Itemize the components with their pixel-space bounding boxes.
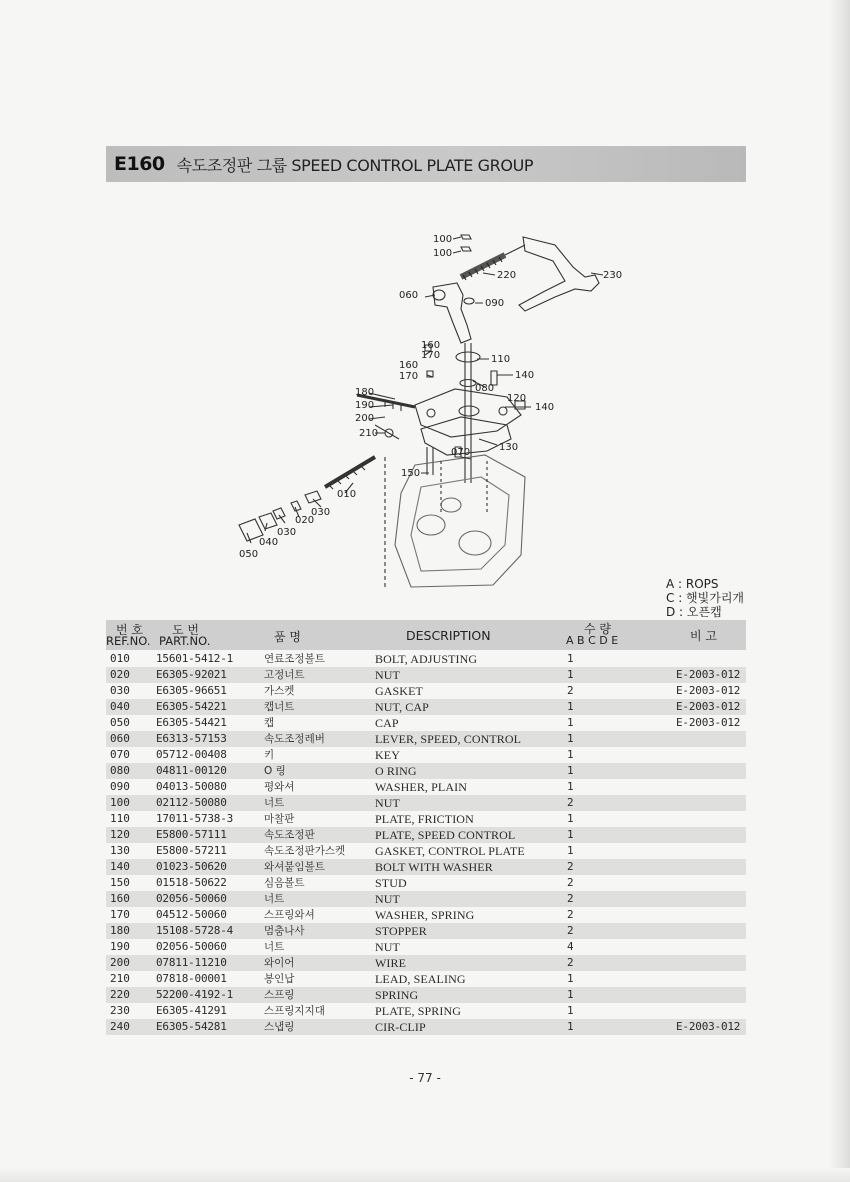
part-number-cell: 04811-00120 xyxy=(156,764,227,777)
description-cell: GASKET xyxy=(375,684,423,698)
description-cell: BOLT, ADJUSTING xyxy=(375,652,478,666)
callout-label: 120 xyxy=(507,393,527,404)
quantity-cell: 1 xyxy=(567,828,574,841)
korean-name-cell: 스프링지지대 xyxy=(264,1005,325,1017)
table-row xyxy=(106,907,746,923)
scan-edge-bottom xyxy=(0,1168,850,1182)
ref-cell: 190 xyxy=(110,940,130,953)
ref-cell: 130 xyxy=(110,844,130,857)
callout-label: 100 xyxy=(433,248,453,259)
header-description: DESCRIPTION xyxy=(406,628,491,643)
callout-label: 150 xyxy=(401,468,421,479)
callout-label: 110 xyxy=(491,354,511,365)
ref-cell: 030 xyxy=(110,684,130,697)
description-cell: NUT xyxy=(375,796,400,810)
callout-label: 050 xyxy=(239,549,259,560)
description-cell: PLATE, SPRING xyxy=(375,1004,461,1018)
callout-label: 080 xyxy=(475,383,495,394)
part-number-cell: 05712-00408 xyxy=(156,748,227,761)
korean-name-cell: 와셔붙임볼트 xyxy=(264,861,325,873)
korean-name-cell: O 링 xyxy=(264,765,286,777)
korean-name-cell: 키 xyxy=(264,749,275,761)
ref-cell: 120 xyxy=(110,828,130,841)
callout-label: 170 xyxy=(399,371,419,382)
part-number-cell: 02056-50060 xyxy=(156,892,227,905)
table-row xyxy=(106,699,746,715)
page-number: - 77 - xyxy=(409,1071,441,1085)
callout-label: 040 xyxy=(259,537,279,548)
korean-name-cell: 너트 xyxy=(264,893,285,905)
model-legend xyxy=(666,577,744,619)
korean-name-cell: 속도조정판가스켓 xyxy=(264,845,346,857)
quantity-cell: 1 xyxy=(567,748,574,761)
quantity-cell: 1 xyxy=(567,1004,574,1017)
korean-name-cell: 심음볼트 xyxy=(264,877,305,889)
parts-table-header xyxy=(106,620,746,650)
korean-name-cell: 멈춤나사 xyxy=(264,925,305,937)
quantity-cell: 4 xyxy=(567,940,574,953)
quantity-cell: 1 xyxy=(567,652,574,665)
header-note-ko: 비 고 xyxy=(690,629,717,643)
callout-label: 160 xyxy=(421,340,441,351)
part-number-cell: E6305-41291 xyxy=(156,1004,227,1017)
part-number-cell: E6305-54421 xyxy=(156,716,227,729)
quantity-cell: 2 xyxy=(567,892,574,905)
korean-name-cell: 캡 xyxy=(264,717,275,729)
part-number-cell: 04512-50060 xyxy=(156,908,227,921)
ref-cell: 150 xyxy=(110,876,130,889)
description-cell: KEY xyxy=(375,748,400,762)
scan-edge-right xyxy=(828,0,850,1182)
quantity-cell: 1 xyxy=(567,732,574,745)
part-number-cell: 02056-50060 xyxy=(156,940,227,953)
header-name-ko: 품 명 xyxy=(274,630,301,644)
callout-label: 090 xyxy=(485,298,505,309)
parts-table-body xyxy=(106,651,746,1035)
description-cell: WASHER, PLAIN xyxy=(375,780,467,794)
quantity-cell: 1 xyxy=(567,972,574,985)
description-cell: NUT, CAP xyxy=(375,700,429,714)
note-cell: E-2003-012 xyxy=(676,684,741,697)
callout-label: 140 xyxy=(515,370,535,381)
korean-name-cell: 평와셔 xyxy=(264,781,295,793)
description-cell: PLATE, FRICTION xyxy=(375,812,474,826)
description-cell: WASHER, SPRING xyxy=(375,908,475,922)
description-cell: NUT xyxy=(375,668,400,682)
quantity-cell: 1 xyxy=(567,844,574,857)
description-cell: LEVER, SPEED, CONTROL xyxy=(375,732,522,746)
quantity-cell: 1 xyxy=(567,780,574,793)
description-cell: STUD xyxy=(375,876,407,890)
part-number-cell: 01023-50620 xyxy=(156,860,227,873)
korean-name-cell: 와이어 xyxy=(264,957,295,969)
table-row xyxy=(106,923,746,939)
korean-name-cell: 가스켓 xyxy=(264,685,295,697)
ref-cell: 200 xyxy=(110,956,130,969)
ref-cell: 090 xyxy=(110,780,130,793)
callout-label: 030 xyxy=(277,527,297,538)
korean-name-cell: 스프링 xyxy=(264,989,295,1001)
callout-label: 030 xyxy=(311,507,331,518)
header-part-ko: 도 번 xyxy=(172,623,199,637)
quantity-cell: 1 xyxy=(567,812,574,825)
table-row xyxy=(106,843,746,859)
ref-cell: 010 xyxy=(110,652,130,665)
legend-item: D : 오픈캡 xyxy=(666,605,722,619)
part-number-cell: E6305-92021 xyxy=(156,668,227,681)
korean-name-cell: 속도조정판 xyxy=(264,829,315,841)
quantity-cell: 2 xyxy=(567,860,574,873)
description-cell: WIRE xyxy=(375,956,407,970)
table-row xyxy=(106,651,746,667)
korean-name-cell: 마찰판 xyxy=(264,813,295,825)
description-cell: O RING xyxy=(375,764,417,778)
table-row xyxy=(106,715,746,731)
table-row xyxy=(106,971,746,987)
table-row xyxy=(106,763,746,779)
ref-cell: 220 xyxy=(110,988,130,1001)
quantity-cell: 1 xyxy=(567,700,574,713)
callout-label: 230 xyxy=(603,270,623,281)
quantity-cell: 1 xyxy=(567,668,574,681)
ref-cell: 210 xyxy=(110,972,130,985)
callout-label: 140 xyxy=(535,402,555,413)
korean-name-cell: 스프링와셔 xyxy=(264,909,315,921)
korean-name-cell: 너트 xyxy=(264,941,285,953)
description-cell: STOPPER xyxy=(375,924,427,938)
header-part-en: PART.NO. xyxy=(159,634,211,648)
table-row xyxy=(106,731,746,747)
table-row xyxy=(106,747,746,763)
table-row xyxy=(106,891,746,907)
table-row xyxy=(106,779,746,795)
ref-cell: 100 xyxy=(110,796,130,809)
korean-name-cell: 스냅링 xyxy=(264,1021,295,1033)
ref-cell: 230 xyxy=(110,1004,130,1017)
table-row xyxy=(106,939,746,955)
part-number-cell: E6305-54281 xyxy=(156,1020,227,1033)
part-number-cell: 15108-5728-4 xyxy=(156,924,234,937)
callout-label: 100 xyxy=(433,234,453,245)
callout-label: 210 xyxy=(359,428,379,439)
section-title: 속도조정판 그룹 SPEED CONTROL PLATE GROUP xyxy=(176,155,534,175)
callout-label: 130 xyxy=(499,442,519,453)
ref-cell: 110 xyxy=(110,812,130,825)
exploded-parts-diagram xyxy=(225,225,625,595)
ref-cell: 020 xyxy=(110,668,130,681)
quantity-cell: 1 xyxy=(567,988,574,1001)
ref-cell: 080 xyxy=(110,764,130,777)
description-cell: NUT xyxy=(375,940,400,954)
section-code: E160 xyxy=(114,153,165,175)
description-cell: LEAD, SEALING xyxy=(375,972,466,986)
note-cell: E-2003-012 xyxy=(676,700,741,713)
header-qty-ko: 수 량 xyxy=(584,622,611,636)
table-row xyxy=(106,811,746,827)
callout-label: 190 xyxy=(355,400,375,411)
note-cell: E-2003-012 xyxy=(676,1020,741,1033)
legend-item: A : ROPS xyxy=(666,577,719,591)
quantity-cell: 1 xyxy=(567,716,574,729)
table-row xyxy=(106,683,746,699)
ref-cell: 070 xyxy=(110,748,130,761)
description-cell: NUT xyxy=(375,892,400,906)
table-row xyxy=(106,827,746,843)
korean-name-cell: 연료조정볼트 xyxy=(264,653,325,665)
ref-cell: 050 xyxy=(110,716,130,729)
table-row xyxy=(106,875,746,891)
header-ref-en: REF.NO. xyxy=(106,634,151,648)
callout-label: 010 xyxy=(337,489,357,500)
callout-label: 020 xyxy=(295,515,315,526)
callout-label: 060 xyxy=(399,290,419,301)
part-number-cell: E6305-96651 xyxy=(156,684,227,697)
description-cell: SPRING xyxy=(375,988,419,1002)
table-row xyxy=(106,795,746,811)
table-row xyxy=(106,1019,746,1035)
quantity-cell: 1 xyxy=(567,764,574,777)
quantity-cell: 2 xyxy=(567,908,574,921)
ref-cell: 180 xyxy=(110,924,130,937)
korean-name-cell: 속도조정레버 xyxy=(264,733,325,745)
table-row xyxy=(106,955,746,971)
table-row xyxy=(106,987,746,1003)
description-cell: GASKET, CONTROL PLATE xyxy=(375,844,525,858)
ref-cell: 160 xyxy=(110,892,130,905)
quantity-cell: 1 xyxy=(567,1020,574,1033)
note-cell: E-2003-012 xyxy=(676,716,741,729)
part-number-cell: 52200-4192-1 xyxy=(156,988,234,1001)
part-number-cell: E6305-54221 xyxy=(156,700,227,713)
korean-name-cell: 고정너트 xyxy=(264,669,305,681)
quantity-cell: 2 xyxy=(567,876,574,889)
quantity-cell: 2 xyxy=(567,956,574,969)
part-number-cell: 04013-50080 xyxy=(156,780,227,793)
part-number-cell: E5800-57211 xyxy=(156,844,227,857)
part-number-cell: 17011-5738-3 xyxy=(156,812,234,825)
part-number-cell: E6313-57153 xyxy=(156,732,227,745)
description-cell: BOLT WITH WASHER xyxy=(375,860,493,874)
description-cell: PLATE, SPEED CONTROL xyxy=(375,828,516,842)
part-number-cell: E5800-57111 xyxy=(156,828,227,841)
korean-name-cell: 캡너트 xyxy=(264,701,295,713)
table-row xyxy=(106,859,746,875)
callout-label: 200 xyxy=(355,413,375,424)
header-ref-ko: 번 호 xyxy=(116,623,143,637)
part-number-cell: 01518-50622 xyxy=(156,876,227,889)
callout-label: 070 xyxy=(451,447,471,458)
korean-name-cell: 봉인납 xyxy=(264,973,295,985)
section-title-bar xyxy=(106,146,746,182)
callout-label: 160 xyxy=(399,360,419,371)
table-row xyxy=(106,1003,746,1019)
quantity-cell: 2 xyxy=(567,796,574,809)
callout-label: 220 xyxy=(497,270,517,281)
description-cell: CIR-CLIP xyxy=(375,1020,426,1034)
ref-cell: 060 xyxy=(110,732,130,745)
note-cell: E-2003-012 xyxy=(676,668,741,681)
ref-cell: 170 xyxy=(110,908,130,921)
part-number-cell: 02112-50080 xyxy=(156,796,227,809)
table-row xyxy=(106,667,746,683)
callout-label: 180 xyxy=(355,387,375,398)
part-number-cell: 07811-11210 xyxy=(156,956,227,969)
korean-name-cell: 너트 xyxy=(264,797,285,809)
callout-label: 170 xyxy=(421,350,441,361)
legend-item: C : 햇빛가리개 xyxy=(666,591,745,605)
header-qty-columns: A B C D E xyxy=(566,634,619,647)
ref-cell: 140 xyxy=(110,860,130,873)
part-number-cell: 07818-00001 xyxy=(156,972,227,985)
description-cell: CAP xyxy=(375,716,399,730)
part-number-cell: 15601-5412-1 xyxy=(156,652,234,665)
quantity-cell: 2 xyxy=(567,924,574,937)
ref-cell: 040 xyxy=(110,700,130,713)
ref-cell: 240 xyxy=(110,1020,130,1033)
quantity-cell: 2 xyxy=(567,684,574,697)
